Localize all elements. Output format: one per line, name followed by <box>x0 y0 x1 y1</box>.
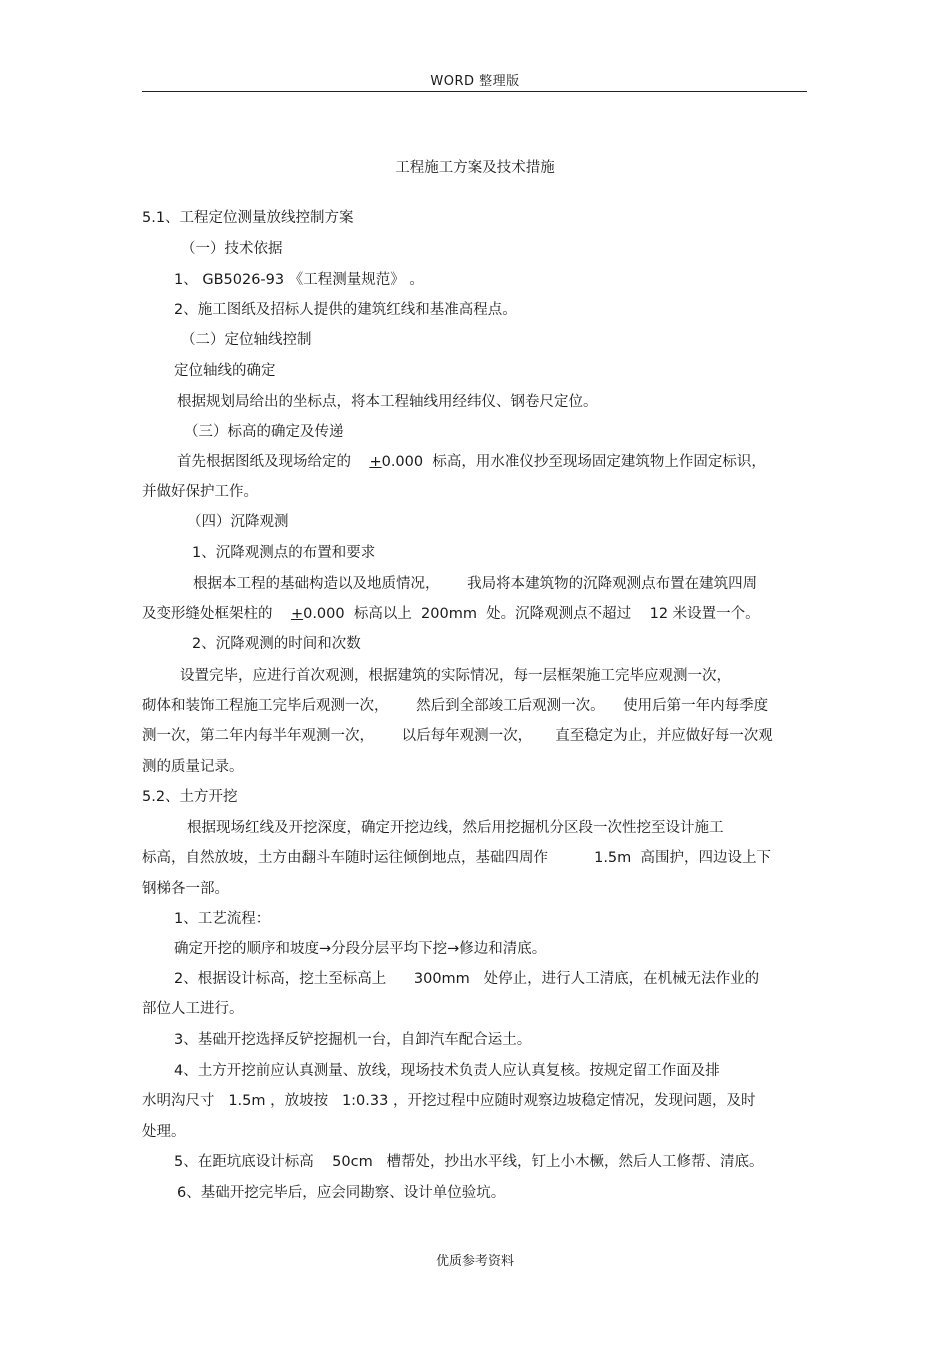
page-footer: 优质参考资料 <box>435 1254 514 1269</box>
plus-minus-sign: + <box>369 454 382 470</box>
header-rule <box>142 91 807 92</box>
body-line: 砌体和装饰工程施工完毕后观测一次， 然后到全部竣工后观测一次。 使用后第一年内每季度 <box>142 698 769 714</box>
body-line: 测一次，第二年内每半年观测一次， 以后每年观测一次， 直至稳定为止，并应做好每一次观 <box>142 728 773 744</box>
body-line: 标高，自然放坡，土方由翻斗车随时运往倾倒地点，基础四周作 1.5m 高围护，四边设上下 <box>142 850 771 866</box>
body-line: 处理。 <box>142 1124 186 1140</box>
body-line: 3、基础开挖选择反铲挖掘机一台，自卸汽车配合运土。 <box>174 1032 532 1048</box>
body-line: 水明沟尺寸 1.5m ，放坡按 1:0.33 ，开挖过程中应随时观察边坡稳定情况，发现问题，及时 <box>142 1093 756 1109</box>
body-line: （一）技术依据 <box>181 241 283 257</box>
body-line <box>142 604 760 624</box>
body-line: 4、土方开挖前应认真测量、放线，现场技术负责人应认真复核。按规定留工作面及排 <box>174 1063 720 1079</box>
body-line: 测的质量记录。 <box>142 759 244 775</box>
line-segment: 首先根据图纸及现场给定的 <box>177 454 370 470</box>
body-line: 2、施工图纸及招标人提供的建筑红线和基准高程点。 <box>174 302 517 318</box>
line-segment: 0.000 标高以上 200mm 处。沉降观测点不超过 12 米设置一个。 <box>303 606 760 622</box>
body-line: （二）定位轴线控制 <box>181 332 312 348</box>
body-line <box>177 452 766 472</box>
line-segment: 及变形缝处框架柱的 <box>142 606 291 622</box>
body-line: 2、沉降观测的时间和次数 <box>192 636 361 652</box>
body-line: 确定开挖的顺序和坡度→分段分层平均下挖→修边和清底。 <box>174 941 547 957</box>
body-line: 5.2、土方开挖 <box>142 789 238 805</box>
page-header: WORD 整理版 <box>430 74 520 89</box>
body-line: 1、工艺流程： <box>174 911 271 927</box>
body-line: （三）标高的确定及传递 <box>184 424 344 440</box>
body-line: 2、根据设计标高，挖土至标高上 300mm 处停止，进行人工清底，在机械无法作业的 <box>174 971 760 987</box>
body-line: 根据规划局给出的坐标点，将本工程轴线用经纬仪、钢卷尺定位。 <box>177 394 598 410</box>
document-title: 工程施工方案及技术措施 <box>395 160 555 176</box>
body-line: 5.1、工程定位测量放线控制方案 <box>142 210 354 226</box>
body-line: 5、在距坑底设计标高 50cm 槽帮处，抄出水平线，钉上小木橛，然后人工修帮、清底。 <box>174 1154 764 1170</box>
body-line: 6、基础开挖完毕后，应会同勘察、设计单位验坑。 <box>177 1185 506 1201</box>
body-line: 钢梯各一部。 <box>142 881 229 897</box>
body-line: （四）沉降观测 <box>187 514 289 530</box>
body-line: 定位轴线的确定 <box>174 363 276 379</box>
body-line: 1、沉降观测点的布置和要求 <box>192 545 376 561</box>
body-line: 并做好保护工作。 <box>142 484 258 500</box>
body-line: 1、 GB5026-93 《工程测量规范》 。 <box>174 272 424 288</box>
plus-minus-sign: + <box>290 606 304 622</box>
line-segment: 0.000 标高，用水准仪抄至现场固定建筑物上作固定标识， <box>381 454 766 470</box>
body-line: 根据现场红线及开挖深度，确定开挖边线，然后用挖掘机分区段一次性挖至设计施工 <box>187 820 724 836</box>
body-line: 根据本工程的基础构造以及地质情况， 我局将本建筑物的沉降观测点布置在建筑四周 <box>193 576 758 592</box>
body-line: 部位人工进行。 <box>142 1001 244 1017</box>
body-line: 设置完毕，应进行首次观测，根据建筑的实际情况，每一层框架施工完毕应观测一次， <box>180 668 731 684</box>
